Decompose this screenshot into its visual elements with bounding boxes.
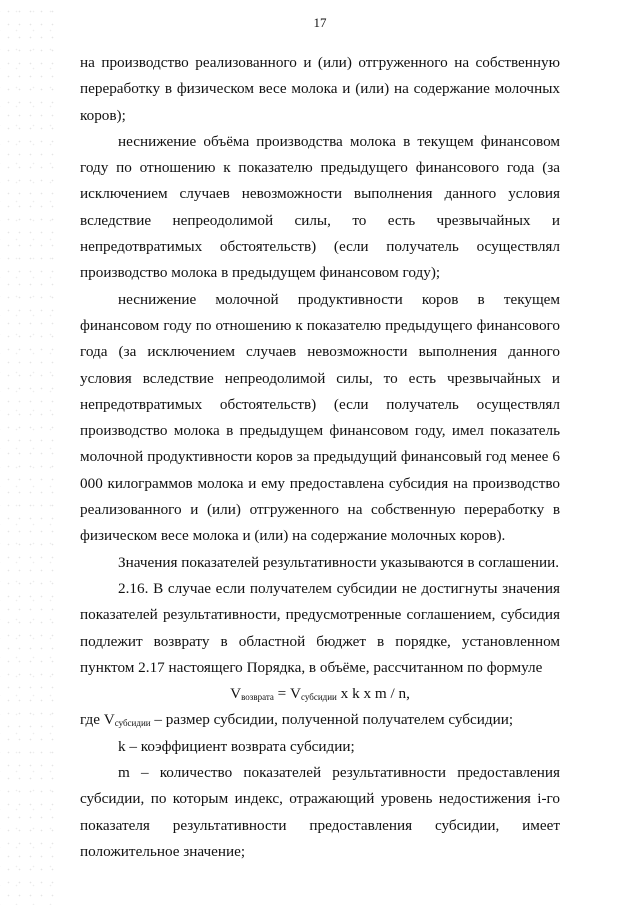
formula-v-refund: V — [230, 685, 242, 703]
scan-noise — [0, 0, 60, 905]
paragraph-milk-productivity: неснижение молочной продуктивности коров в текущем финансовом году по отношению к показателю предыдущего финансового года (за исключением случаев невозможности выполнения данного условия вследствие непреодолимой силы, то есть чрезвычайных и непредотвратимых обстоятельств) (если получатель осуществлял производство молока в предыдущем финансовом году, имел показатель молочной продуктивности коров за предыдущий финансовый год менее 6 000 килограммов молока и ему предоставлена субсидия на производство реализованного и (или) отгруженного на собственную переработку в физическом весе молока и (или) на содержание молочных коров). — [80, 290, 560, 545]
where-suffix: – размер субсидии, полученной получателем субсидии; — [150, 711, 514, 729]
definition-m: m – количество показателей результативности предоставления субсидии, по которым индекс, отражающий уровень недостижения i-го показателя результативности предоставления субсидии, имеет положительное значение; — [80, 764, 560, 860]
paragraph-2-16: 2.16. В случае если получателем субсидии не достигнуты значения показателей результативности, предусмотренные соглашением, субсидия подлежит возврату в областной бюджет в порядке, установленном пунктом 2.17 настоящего Порядка, в объёме, рассчитанном по формуле — [80, 579, 560, 676]
formula-sub-subsidy: субсидии — [301, 692, 337, 703]
paragraph-continuation: на производство реализованного и (или) отгруженного на собственную переработку в физическом весе молока и (или) на содержание молочных коров); — [80, 54, 560, 124]
paragraph-indicator-values: Значения показателей результативности указываются в соглашении. — [118, 553, 560, 571]
document-body — [80, 50, 560, 865]
formula-rest: x k x m / n, — [336, 685, 410, 703]
formula-v-subsidy: V — [290, 685, 302, 703]
where-prefix: где V — [80, 711, 115, 729]
definition-k: k – коэффициент возврата субсидии; — [118, 737, 355, 755]
where-definition — [80, 707, 560, 733]
refund-formula — [80, 681, 560, 707]
formula-sub-refund: возврата — [241, 692, 274, 703]
page-number: 17 — [313, 15, 327, 30]
where-sub: субсидии — [114, 718, 151, 729]
paragraph-milk-volume: неснижение объёма производства молока в текущем финансовом году по отношению к показателю предыдущего финансового года (за исключением случаев невозможности выполнения данного условия вследствие непреодолимой силы, то есть чрезвычайных и непредотвратимых обстоятельств) (если получатель осуществлял производство молока в предыдущем финансовом году); — [80, 132, 560, 282]
formula-equals: = — [273, 685, 291, 703]
